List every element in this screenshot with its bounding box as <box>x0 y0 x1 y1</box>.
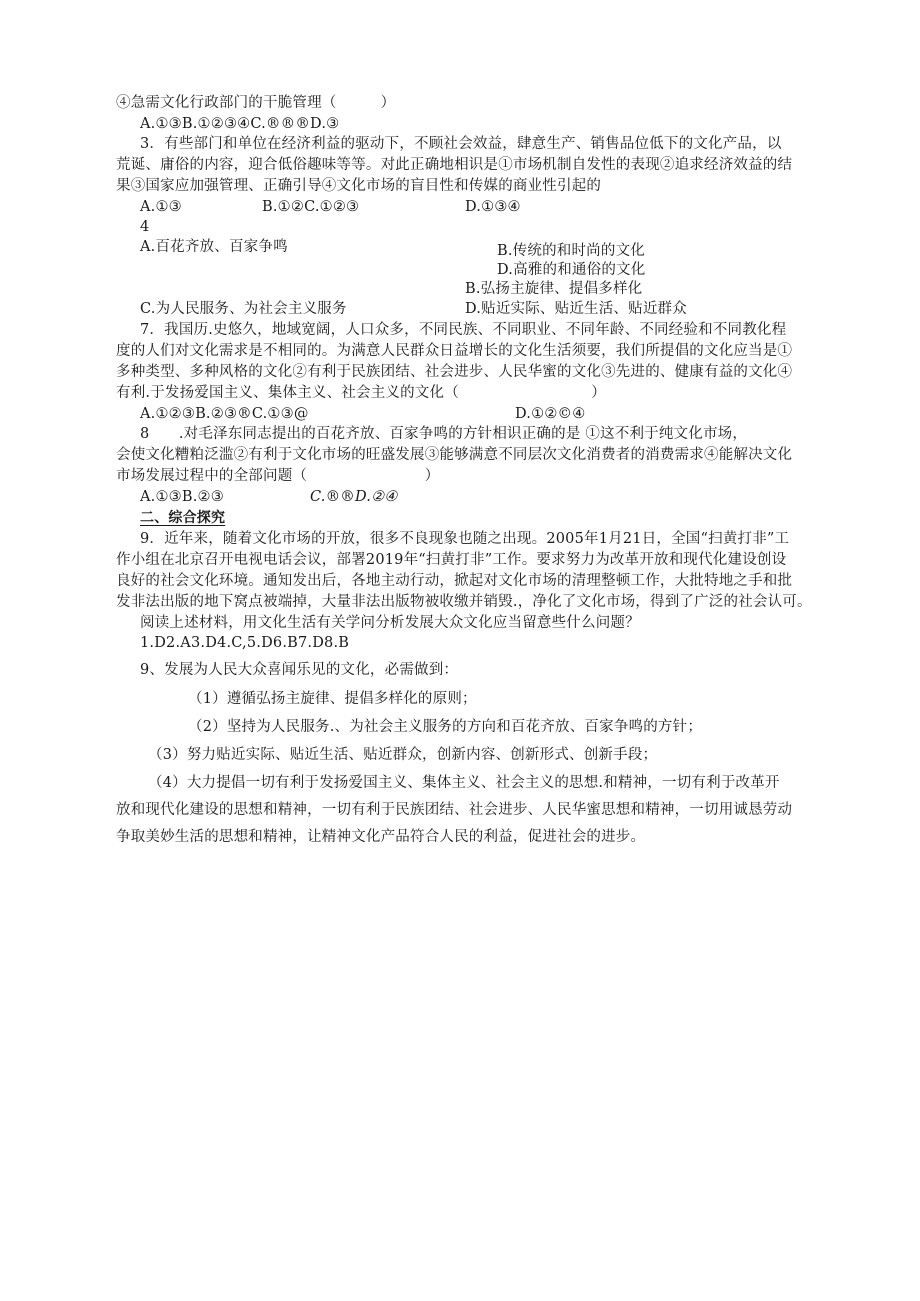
q3-line-2: 荒诞、庸俗的内容，迎合低俗趣味等等。对此正确地相识是①市场机制自发性的表现②追求经济效益的结 <box>116 157 793 173</box>
q4-option-a: A.百花齐放、百家争鸣 <box>140 239 288 255</box>
answer-point-4-cont-1: 放和现代化建设的思想和精神，一切有利于民族团结、社会进步、人民华蜜思想和精神，一切用诚恳劳动 <box>116 802 793 818</box>
q2-item-4: ④急需文化行政部门的干脆管理（ ） <box>116 95 396 111</box>
q2-options: A.①③B.①②③④C.®®®D.③ <box>140 116 340 132</box>
q3-option-bc: B.①②C.①②③ <box>262 199 360 215</box>
q3-line-3: 果③国家应加强管理、正确引导④文化市场的盲目性和传媒的商业性引起的 <box>116 178 602 194</box>
q9-line-1: 9．近年来，随着文化市场的开放，很多不良现象也随之出现。2005年1月21日，全国“扫黄打非”工 <box>140 531 790 547</box>
q4-option-c: C.为人民服务、为社会主义服务 <box>140 301 347 317</box>
q3-line-1: 3．有些部门和单位在经济利益的驱动下，不顾社会效益，肆意生产、销售品位低下的文化产品，以 <box>140 136 782 152</box>
q4-option-b1: B.传统的和时尚的文化 <box>497 243 645 259</box>
q9-line-2: 作小组在北京召开电视电话会议，部署2019年“扫黄打非”工作。要求努力为改革开放和现代化建设创设 <box>116 552 787 568</box>
answer-point-4: （4）大力提倡一切有利于发扬爱国主义、集体主义、社会主义的思想.和精神，一切有利于改革开 <box>148 775 780 791</box>
q4-option-d1: D.高雅的和通俗的文化 <box>497 262 646 278</box>
q8-options-ab: A.①③B.②③ <box>140 489 224 505</box>
answer-point-1: （1）遵循弘扬主旋律、提倡多样化的原则； <box>188 691 477 707</box>
q7-line-1: 7．我国历.史悠久，地域宽阔，人口众多，不同民族、不同职业、不同年龄、不同经验和不同教化程 <box>140 322 787 338</box>
q8-line-3: 市场发展过程中的全部问题（ ） <box>116 468 440 484</box>
answer-point-3: （3）努力贴近实际、贴近生活、贴近群众，创新内容、创新形式、创新手段； <box>148 747 658 763</box>
answer-q9-intro: 9、发展为人民大众喜闻乐见的文化，必需做到： <box>140 662 459 678</box>
q7-options-abc: A.①②③B.②③®C.①③@ <box>140 406 309 422</box>
q7-option-d: D.①②©④ <box>515 406 586 422</box>
answer-point-2: （2）坚持为人民服务.、为社会主义服务的方向和百花齐放、百家争鸣的方针； <box>188 719 703 735</box>
q7-line-2: 度的人们对文化需求是不相同的。为满意人民群众日益增长的文化生活须要，我们所提倡的文化应当是① <box>116 343 793 359</box>
q9-line-4: 发非法出版的地下窝点被端掉，大量非法出版物被收缴并销毁.，净化了文化市场，得到了广泛的社会认可。 <box>116 594 812 610</box>
q9-line-3: 良好的社会文化环境。通知发出后，各地主动行动，掀起对文化市场的清理整顿工作，大批特地之手和批 <box>116 573 793 589</box>
q4-option-b2: B.弘扬主旋律、提倡多样化 <box>465 281 643 297</box>
q8-options-cd: C.®®D.②④ <box>310 489 398 505</box>
q8-line-2: 会使文化糟粕泛滥②有利于文化市场的旺盛发展③能够满意不同层次文化消费者的消费需求④能解决文化 <box>116 447 793 463</box>
q7-line-3: 多种类型、多种风格的文化②有利于民族团结、社会进步、人民华蜜的文化③先进的、健康有益的文化④ <box>116 364 793 380</box>
q9-question: 阅读上述材料，用文化生活有关学问分析发展大众文化应当留意些什么问题？ <box>140 615 640 631</box>
q4-option-d2: D.贴近实际、贴近生活、贴近群众 <box>465 301 687 317</box>
q7-line-4: 有利.于发扬爱国主义、集体主义、社会主义的文化（ ） <box>116 385 606 401</box>
answer-key: 1.D2.A3.D4.C,5.D6.B7.D8.B <box>140 635 350 651</box>
q3-option-d: D.①③④ <box>465 199 521 215</box>
q3-option-a: A.①③ <box>140 199 182 215</box>
section-heading: 二、综合探究 <box>140 510 226 526</box>
q4-number: 4 <box>140 219 150 235</box>
answer-point-4-cont-2: 争取美妙生活的思想和精神，让精神文化产品符合人民的利益，促进社会的进步。 <box>116 829 646 845</box>
q8-line-1: 8 .对毛泽东同志提出的百花齐放、百家争鸣的方针相识正确的是 ①这不利于纯文化市场， <box>140 426 748 442</box>
